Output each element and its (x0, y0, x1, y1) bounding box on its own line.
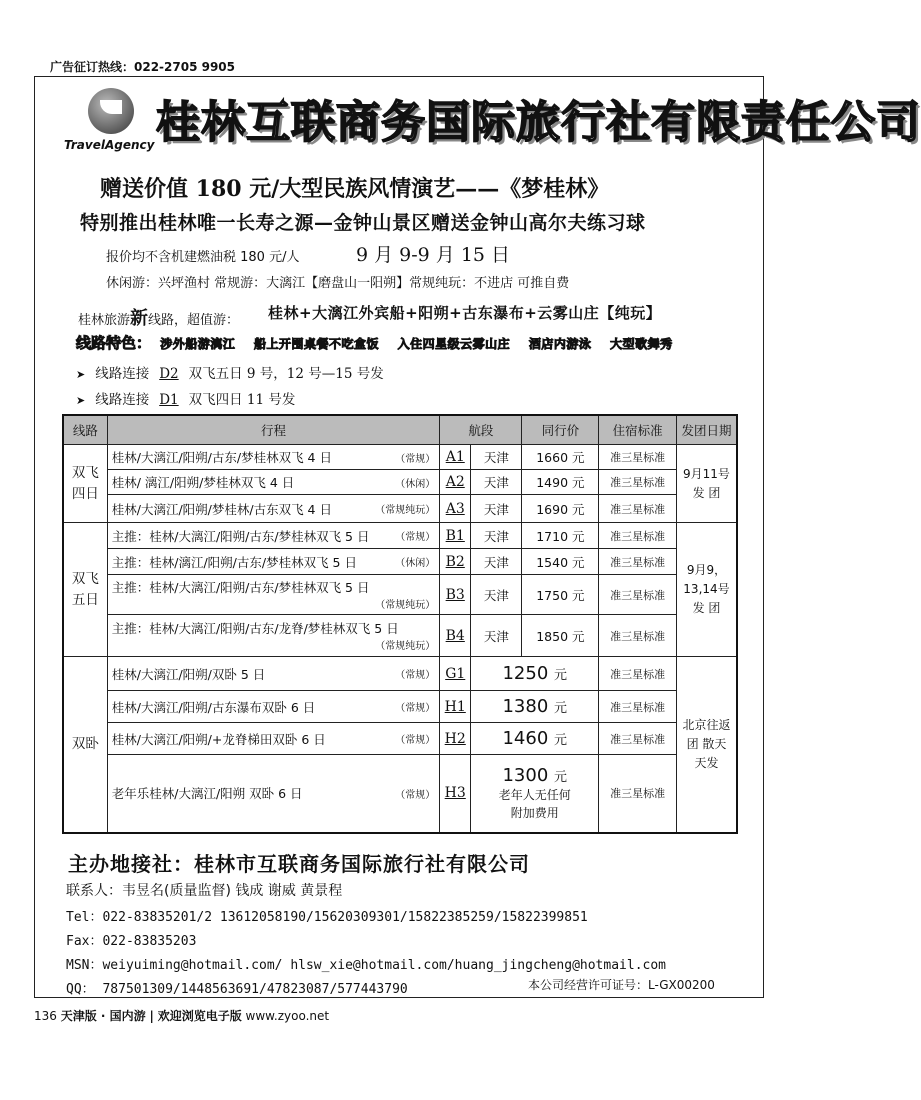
connection-label: 线路连接 (95, 392, 150, 408)
connection-code: D2 (159, 366, 179, 382)
departure-city: 天津 (471, 549, 522, 575)
trade-price: 1490 元 (522, 470, 599, 495)
table-row (63, 575, 737, 615)
route-name: 桂林/大漓江/阳朔/古东/梦桂林双飞 4 日 (111, 450, 332, 465)
route-name: 主推：桂林/大漓江/阳朔/古东/梦桂林双飞 5 日 (111, 580, 370, 595)
header-cell: 同行价 (522, 415, 599, 445)
route-cell (107, 657, 440, 691)
lodging-standard: 准三星标准 (599, 691, 677, 723)
route-price-table (62, 414, 738, 834)
features-label: 线路特色： (76, 334, 152, 352)
route-name: 老年乐桂林/大漓江/阳朔 双卧 6 日 (111, 786, 303, 802)
route-tag: （常规纯玩） (375, 505, 436, 516)
page-footer (34, 1007, 329, 1024)
license-number: 本公司经营许可证号：L-GX00200 (528, 978, 715, 992)
contact-qq: QQ： 787501309/1448563691/47823087/577443790 (66, 982, 408, 997)
lodging-standard: 准三星标准 (599, 445, 677, 470)
header-cell: 行程 (107, 415, 440, 445)
feature-item: 入住四星级云雾山庄 (397, 337, 511, 351)
route-name: 桂林/ 漓江/阳朔/梦桂林双飞 4 日 (111, 475, 295, 490)
connection-label: 线路连接 (95, 366, 150, 382)
departure-date-cell: 9月11号发 团 (676, 445, 737, 523)
trade-price: 1710 元 (522, 523, 599, 549)
trade-price: 1750 元 (522, 575, 599, 615)
footer-url[interactable]: www.zyoo.net (245, 1009, 330, 1023)
route-cell (107, 755, 440, 833)
route-name: 桂林/大漓江/阳朔/古东瀑布双卧 6 日 (111, 699, 316, 715)
route-cell (107, 549, 440, 575)
lodging-standard: 准三星标准 (599, 723, 677, 755)
new-route-itinerary: 桂林+大漓江外宾船+阳朔+古东瀑布+云雾山庄【纯玩】 (268, 304, 662, 322)
route-code: B1 (440, 523, 471, 549)
route-code: A2 (440, 470, 471, 495)
lodging-standard: 准三星标准 (599, 523, 677, 549)
lodging-standard: 准三星标准 (599, 549, 677, 575)
departure-city: 天津 (471, 445, 522, 470)
route-code: A1 (440, 445, 471, 470)
departure-city: 天津 (471, 615, 522, 657)
trade-price: 1460 元 (471, 723, 599, 755)
route-tag: （休闲） (395, 478, 436, 490)
header-cell: 发团日期 (676, 415, 737, 445)
route-code: B3 (440, 575, 471, 615)
route-name: 桂林/大漓江/阳朔/梦桂林/古东双飞 4 日 (111, 501, 332, 517)
trade-price: 1690 元 (522, 495, 599, 523)
departure-city: 天津 (471, 470, 522, 495)
ad-hotline: 广告征订热线：022-2705 9905 (50, 60, 236, 74)
departure-city: 天津 (471, 523, 522, 549)
new-route-prefix: 桂林旅游 (78, 313, 131, 328)
tour-dates: 9 月 9-9 月 15 日 (356, 244, 511, 266)
footer-separator: | (149, 1009, 154, 1023)
header-cell: 线路 (63, 415, 107, 445)
route-cell (107, 470, 440, 495)
connection-row (76, 362, 384, 382)
table-row (63, 755, 737, 833)
footer-slogan: 欢迎浏览电子版 (157, 1009, 242, 1023)
route-tag: （常规纯玩） (375, 600, 436, 611)
route-name: 桂林/大漓江/阳朔/双卧 5 日 (111, 666, 266, 682)
table-header-row (63, 415, 737, 445)
route-code: B4 (440, 615, 471, 657)
new-route-suffix: 线路，超值游： (148, 313, 240, 328)
trade-price: 1380 元 (471, 691, 599, 723)
table-row (63, 549, 737, 575)
route-code: B2 (440, 549, 471, 575)
gift-headline: 赠送价值 180 元/大型民族风情演艺——《梦桂林》 (100, 176, 610, 202)
feature-item: 涉外船游漓江 (160, 337, 236, 351)
route-name: 主推：桂林/大漓江/阳朔/古东/梦桂林双飞 5 日 (111, 528, 370, 544)
lodging-standard: 准三星标准 (599, 755, 677, 833)
table-row (63, 523, 737, 549)
table-row (63, 691, 737, 723)
route-cell (107, 523, 440, 549)
route-tag: （常规） (395, 789, 436, 801)
feature-item: 酒店内游泳 (528, 337, 592, 351)
contact-msn: MSN：weiyuiming@hotmail.com/ hlsw_xie@hotmail.com/huang_jingcheng@hotmail.com (66, 958, 666, 973)
departure-date-cell: 9月9，13,14号发 团 (676, 523, 737, 657)
departure-city: 天津 (471, 495, 522, 523)
connection-desc: 双飞四日 11 号发 (188, 392, 296, 408)
new-route-intro (78, 304, 239, 330)
agency-logo (64, 88, 160, 162)
table-row (63, 615, 737, 657)
lodging-standard: 准三星标准 (599, 575, 677, 615)
category-cell: 双飞四日 (63, 445, 107, 523)
departure-city: 天津 (471, 575, 522, 615)
departure-date-cell: 北京往返团 散天天发 (676, 657, 737, 833)
page-number: 136 (34, 1009, 57, 1023)
route-cell (107, 495, 440, 523)
trade-price: 1300 元 老年人无任何 附加费用 (471, 755, 599, 833)
route-name: 主推：桂林/漓江/阳朔/古东/梦桂林双飞 5 日 (111, 554, 357, 570)
contact-tel: Tel：022-83835201/2 13612058190/15620309301/15822385259/15822399851 (66, 910, 588, 925)
category-cell: 双飞五日 (63, 523, 107, 657)
route-code: H1 (440, 691, 471, 723)
new-route-xin: 新 (130, 308, 149, 329)
trade-price: 1540 元 (522, 549, 599, 575)
table-row (63, 723, 737, 755)
senior-note: 附加费用 (510, 805, 559, 820)
route-cell (107, 615, 440, 657)
table-row (63, 657, 737, 691)
lodging-standard: 准三星标准 (599, 657, 677, 691)
route-features (76, 332, 687, 353)
route-tag: （常规） (395, 670, 436, 681)
table-row (63, 445, 737, 470)
route-code: H2 (440, 723, 471, 755)
connection-row (76, 388, 295, 408)
contact-fax: Fax：022-83835203 (66, 934, 197, 949)
price-note: 报价均不含机建燃油税 180 元/人 (106, 250, 300, 265)
logo-text: TravelAgency (64, 138, 155, 152)
trade-price: 1660 元 (522, 445, 599, 470)
route-tag: （常规） (395, 703, 436, 714)
route-cell (107, 575, 440, 615)
connection-code: D1 (159, 392, 179, 408)
arrow-icon: ➤ (76, 394, 86, 407)
route-tag: （常规纯玩） (375, 641, 436, 652)
logo-g-icon (88, 88, 134, 134)
header-cell: 住宿标准 (599, 415, 677, 445)
feature-item: 大型歌舞秀 (610, 337, 673, 351)
route-tag: （常规） (395, 735, 436, 746)
route-name: 主推：桂林/大漓江/阳朔/古东/龙脊/梦桂林双飞 5 日 (111, 621, 399, 636)
company-title: 桂林互联商务国际旅行社有限责任公司 (156, 97, 921, 148)
route-code: H3 (440, 755, 471, 833)
category-cell: 双卧 (63, 657, 107, 833)
special-offer-line: 特别推出桂林唯一长寿之源—金钟山景区赠送金钟山高尔夫练习球 (80, 212, 646, 234)
senior-note: 老年人无任何 (498, 787, 571, 802)
feature-item: 船上开围桌餐不吃盒饭 (253, 337, 379, 351)
tour-types-line: 休闲游：兴坪渔村 常规游：大漓江【磨盘山一阳朔】常规纯玩：不进店 可推自费 (106, 276, 570, 291)
route-cell (107, 723, 440, 755)
contact-people: 联系人：韦昱名(质量监督) 钱成 谢威 黄景程 (66, 883, 343, 899)
route-cell (107, 445, 440, 470)
connection-desc: 双飞五日 9 号，12 号—15 号发 (188, 366, 384, 382)
arrow-icon: ➤ (76, 368, 86, 381)
route-tag: （常规） (395, 532, 436, 543)
route-code: A3 (440, 495, 471, 523)
route-cell (107, 691, 440, 723)
trade-price: 1850 元 (522, 615, 599, 657)
trade-price: 1250 元 (471, 657, 599, 691)
footer-section: 天津版 · 国内游 (60, 1009, 146, 1023)
route-name: 桂林/大漓江/阳朔/+龙脊梯田双卧 6 日 (111, 731, 326, 747)
route-tag: （休闲） (395, 558, 436, 569)
lodging-standard: 准三星标准 (599, 495, 677, 523)
route-tag: （常规） (395, 453, 436, 465)
lodging-standard: 准三星标准 (599, 615, 677, 657)
host-agency: 主办地接社：桂林市互联商务国际旅行社有限公司 (68, 852, 530, 876)
lodging-standard: 准三星标准 (599, 470, 677, 495)
route-code: G1 (440, 657, 471, 691)
header-cell: 航段 (440, 415, 522, 445)
table-row (63, 495, 737, 523)
table-row (63, 470, 737, 495)
